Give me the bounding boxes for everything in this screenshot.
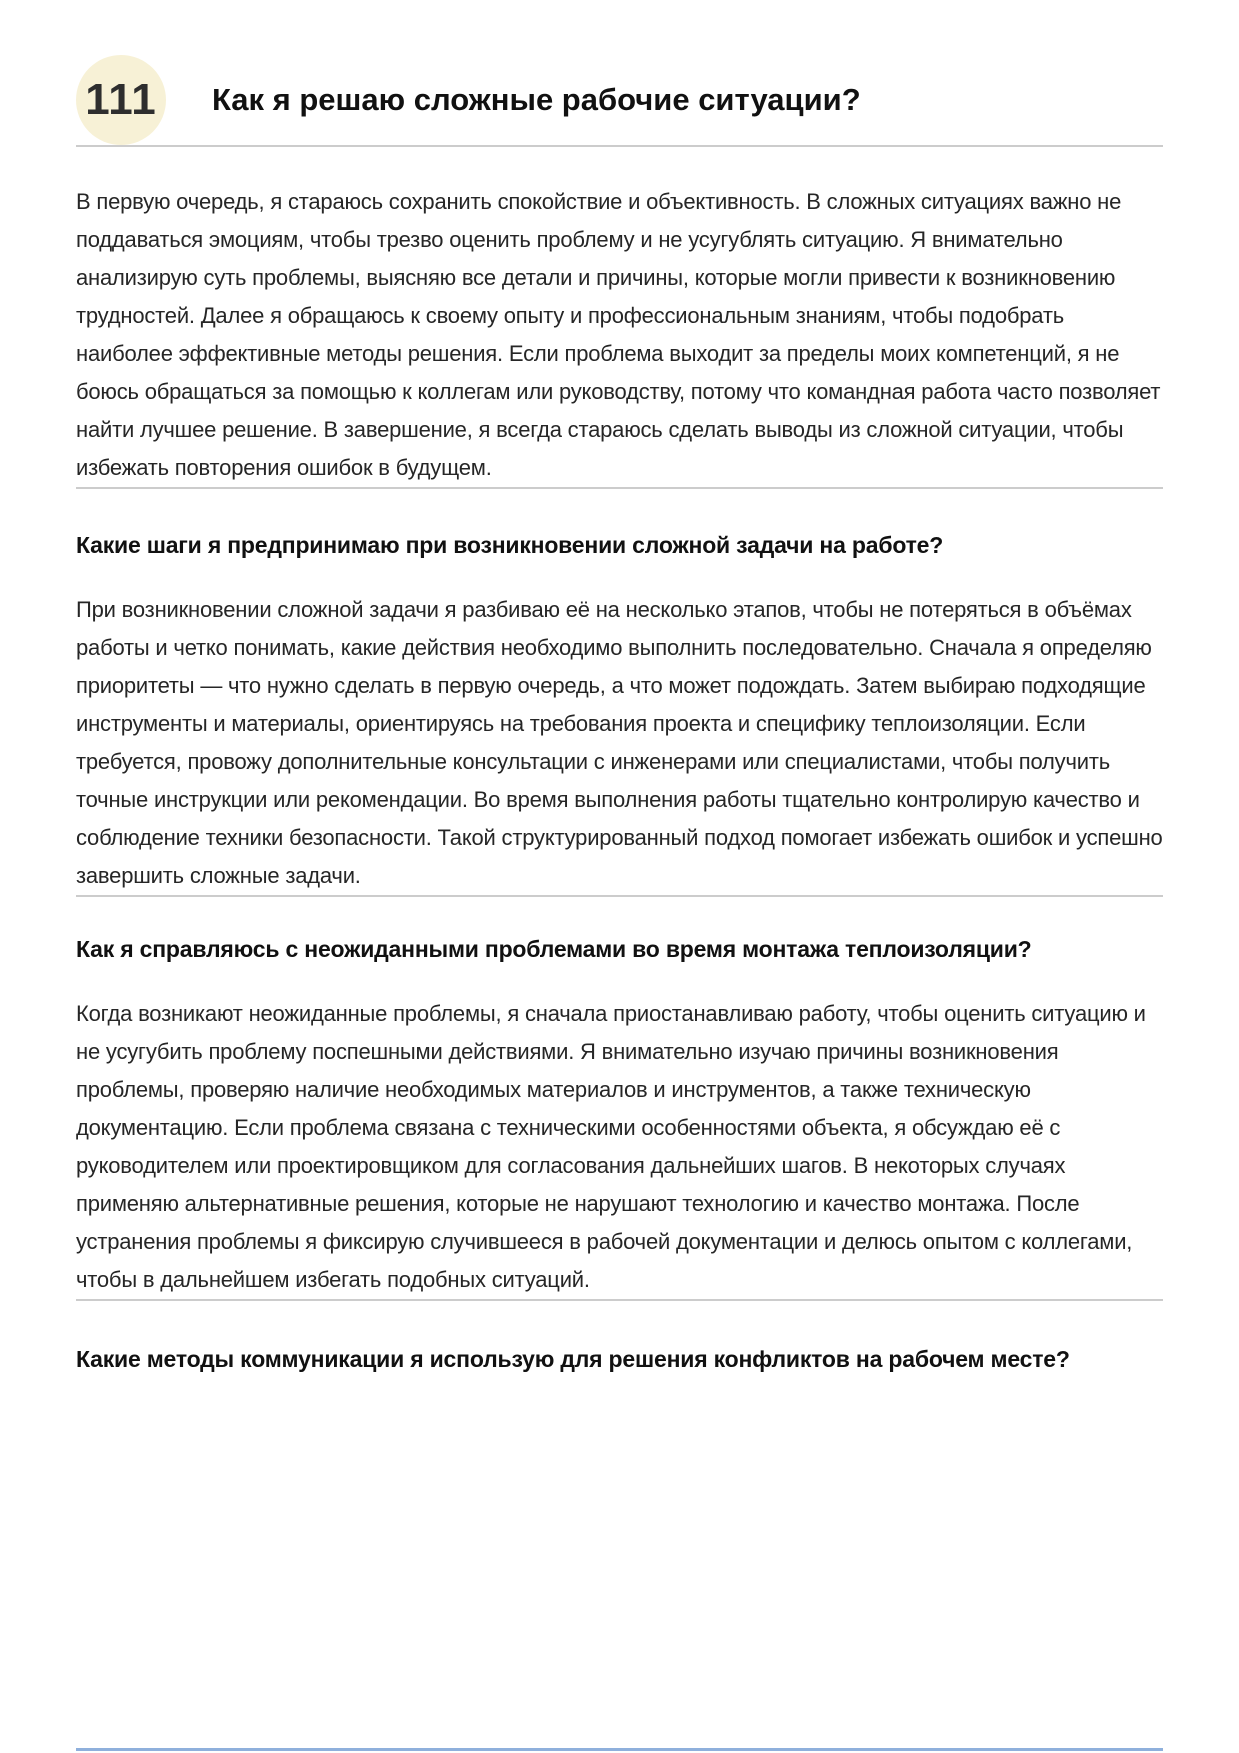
section-unexpected-problems — [76, 929, 1163, 1299]
page-title: Как я решаю сложные рабочие ситуации? — [212, 82, 861, 117]
question-header — [76, 55, 1163, 145]
intro-paragraph: В первую очередь, я стараюсь сохранить спокойствие и объективность. В сложных ситуациях важно не поддаваться эмоциям, чтобы трезво оценить проблему и не усугублять ситуацию. Я внимательно анализирую суть проблемы, выясняю все детали и причины, которые могли привести к возникновению трудностей. Далее я обращаюсь к своему опыту и профессиональным знаниям, чтобы подобрать наиболее эффективные методы решения. Если проблема выходит за пределы моих компетенций, я не боюсь обращаться за помощью к коллегам или руководству, потому что командная работа часто позволяет найти лучшее решение. В завершение, я всегда стараюсь сделать выводы из сложной ситуации, чтобы избежать повторения ошибок в будущем. — [76, 189, 1161, 480]
header-divider — [76, 145, 1163, 147]
section-communication — [76, 1339, 1163, 1379]
question-number-badge: 111 — [76, 55, 166, 145]
section-answer: Когда возникают неожиданные проблемы, я сначала приостанавливаю работу, чтобы оценить ситуацию и не усугубить проблему поспешными действиями. Я внимательно изучаю причины возникновения проблемы, проверяю наличие необходимых материалов и инструментов, а также техническую документацию. Если проблема связана с техническими особенностями объекта, я обсуждаю её с руководителем или проектировщиком для согласования дальнейших шагов. В некоторых случаях применяю альтернативные решения, которые не нарушают технологию и качество монтажа. После устранения проблемы я фиксирую случившееся в рабочей документации и делюсь опытом с коллегами, чтобы в дальнейшем избегать подобных ситуаций. — [76, 1001, 1146, 1292]
section-divider-3 — [76, 1299, 1163, 1301]
section-answer: При возникновении сложной задачи я разбиваю её на несколько этапов, чтобы не потеряться в объёмах работы и четко понимать, какие действия необходимо выполнить последовательно. Сначала я определяю приоритеты — что нужно сделать в первую очередь, а что может подождать. Затем выбираю подходящие инструменты и материалы, ориентируясь на требования проекта и специфику теплоизоляции. Если требуется, провожу дополнительные консультации с инженерами или специалистами, чтобы получить точные инструкции или рекомендации. Во время выполнения работы тщательно контролирую качество и соблюдение техники безопасности. Такой структурированный подход помогает избежать ошибок и успешно завершить сложные задачи. — [76, 597, 1163, 888]
section-question: Какие методы коммуникации я использую для решения конфликтов на рабочем месте? — [76, 1346, 1070, 1372]
section-divider-1 — [76, 487, 1163, 489]
section-question: Как я справляюсь с неожиданными проблемами во время монтажа теплоизоляции? — [76, 936, 1032, 962]
section-divider-2 — [76, 895, 1163, 897]
section-question: Какие шаги я предпринимаю при возникновении сложной задачи на работе? — [76, 532, 944, 558]
next-element-peek-line — [76, 1748, 1163, 1751]
section-steps — [76, 525, 1163, 895]
